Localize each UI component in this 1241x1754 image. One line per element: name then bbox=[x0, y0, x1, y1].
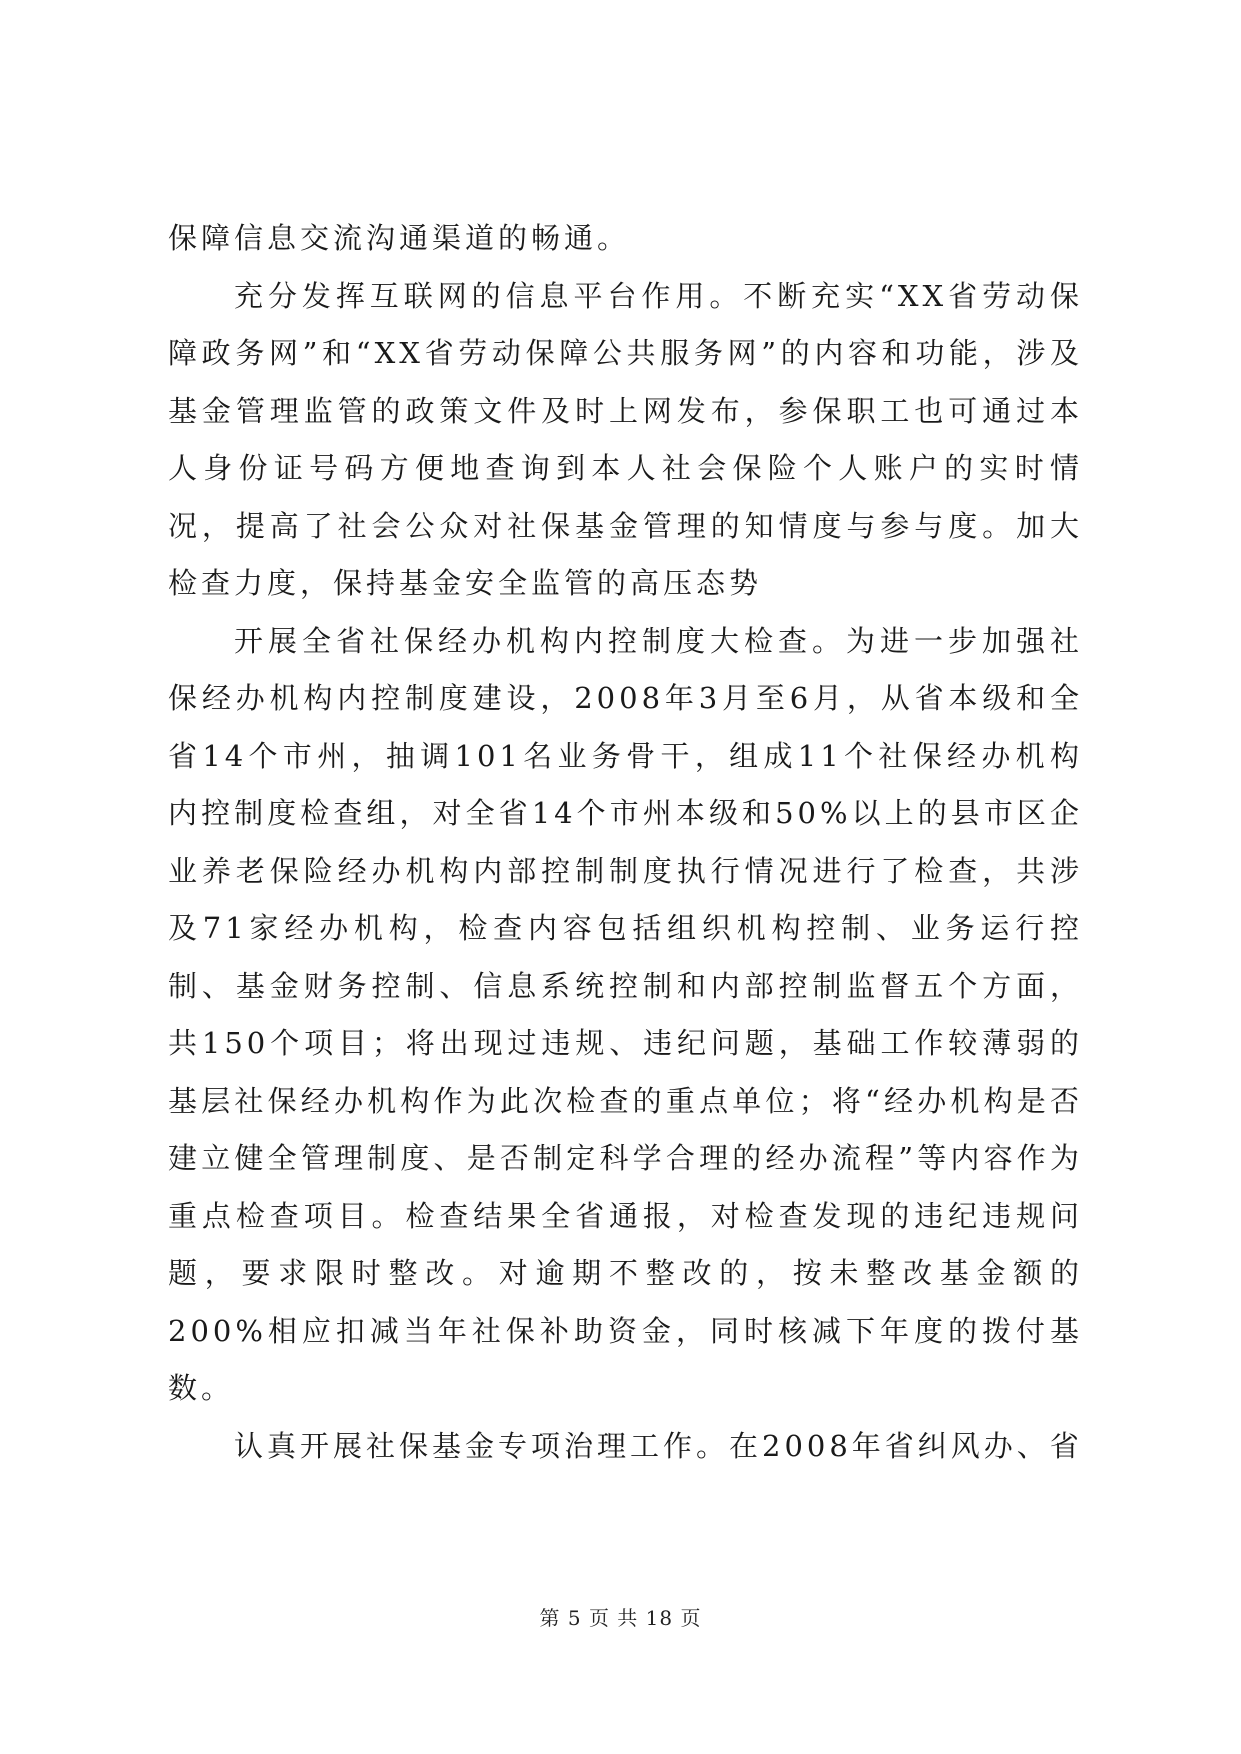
paragraph-1: 保障信息交流沟通渠道的畅通。 bbox=[168, 221, 631, 255]
page-number-footer: 第 5 页 共 18 页 bbox=[539, 1606, 702, 1630]
paragraph-4: 认真开展社保基金专项治理工作。在2008年省纠风办、省 bbox=[234, 1428, 1083, 1463]
paragraph-2: 充分发挥互联网的信息平台作用。不断充实“XX省劳动保障政务网”和“XX省劳动保障公共服务网”的内容和功能，涉及基金管理监管的政策文件及时上网发布，参保职工也可通过本人身份证号码方便地查询到本人社会保险个人账户的实时情况，提高了社会公众对社保基金管理的知情度与参与度。加大检查力度，保持基金安全监管的高压态势 bbox=[168, 278, 1083, 600]
paragraph-3: 开展全省社保经办机构内控制度大检查。为进一步加强社保经办机构内控制度建设，2008年3月至6月，从省本级和全省14个市州，抽调101名业务骨干，组成11个社保经办机构内控制度检查组，对全省14个市州本级和50%以上的县市区企业养老保险经办机构内部控制制度执行情况进行了检查，共涉及71家经办机构，检查内容包括组织机构控制、业务运行控制、基金财务控制、信息系统控制和内部控制监督五个方面，共150个项目；将出现过违规、违纪问题，基础工作较薄弱的基层社保经办机构作为此次检查的重点单位；将“经办机构是否建立健全管理制度、是否制定科学合理的经办流程”等内容作为重点检查项目。检查结果全省通报，对检查发现的违纪违规问题，要求限时整改。对逾期不整改的，按未整改基金额的200%相应扣减当年社保补助资金，同时核减下年度的拨付基数。 bbox=[168, 623, 1083, 1405]
document-body bbox=[168, 210, 1083, 1475]
